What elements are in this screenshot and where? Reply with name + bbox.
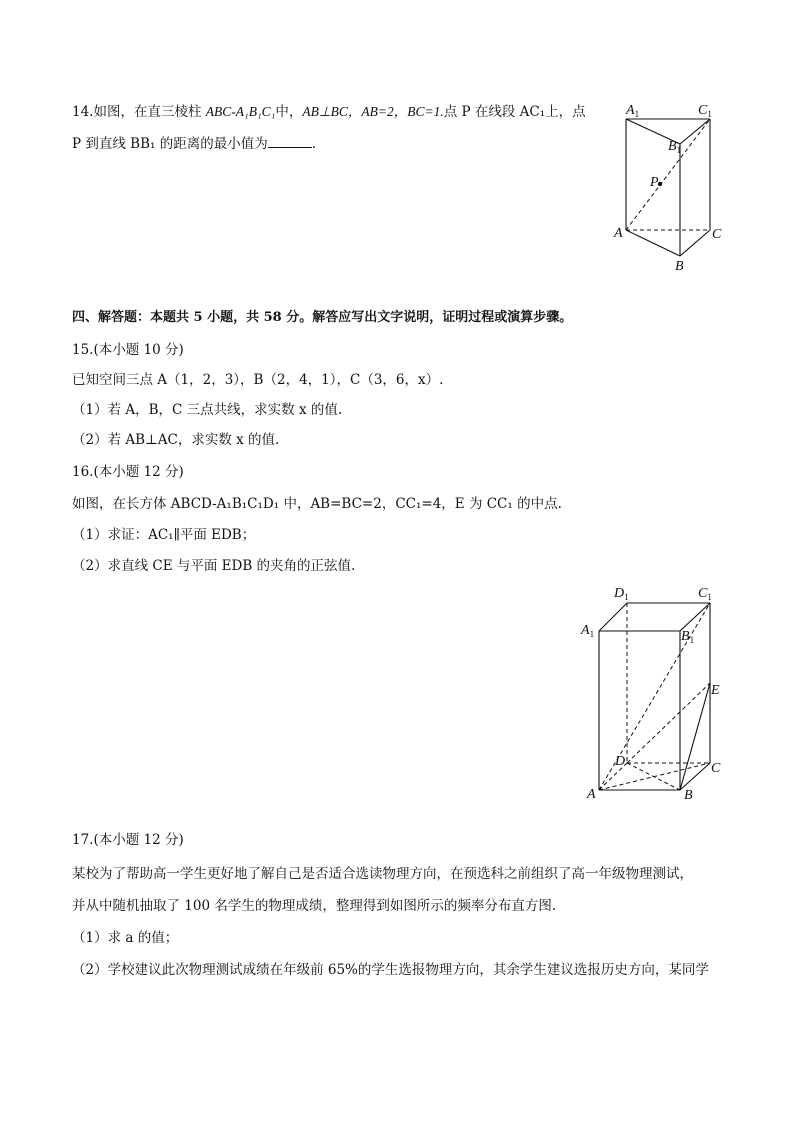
q14-line2: P 到直线 BB₁ 的距离的最小值为 . [72,136,317,152]
label-a: A [614,226,623,241]
label-e: E [711,683,720,698]
q14-line1: 14.如图，在直三棱柱 ABC-A₁B₁C₁中，AB⊥BC，AB=2，BC=1.点 P 在线段 AC₁上，点 [72,104,586,120]
label-a: A [587,787,596,802]
q15-part2: （2）若 AB⊥AC，求实数 x 的值. [72,432,280,448]
segment-be [680,683,710,790]
q17-line2: 并从中随机抽取了 100 名学生的物理成绩，整理得到如图所示的频率分布直方图. [72,898,557,914]
section-heading: 四、解答题：本题共 5 小题，共 58 分。解答应写出文字说明，证明过程或演算步骤。 [72,310,573,325]
q15-stem: 已知空间三点 A（1，2，3），B（2，4，1），C（3，6，x）. [72,372,444,388]
q15-header: 15.(本小题 10 分) [72,342,184,358]
segment-de [627,683,710,763]
label-d: D [615,754,626,769]
q14-number: 14. [72,104,94,120]
q15-part1: （1）若 A，B，C 三点共线，求实数 x 的值. [72,402,343,418]
q17-part1: （1）求 a 的值； [72,930,179,946]
label-p: P [650,175,659,190]
label-b: B [675,259,684,274]
label-c: C [711,761,721,776]
q16-part1: （1）求证：AC₁∥平面 EDB； [72,527,256,543]
label-b1: $B_1$ [668,139,682,155]
q17-line1: 某校为了帮助高一学生更好地了解自己是否适合选读物理方向，在预选科之前组织了高一年级物理测试， [72,866,693,882]
label-b1: $B_1$ [681,629,695,645]
label-c1: $C_1$ [698,103,712,119]
label-a1: $A_1$ [581,623,595,639]
q16-header: 16.(本小题 12 分) [72,464,184,480]
q17-part2: （2）学校建议此次物理测试成绩在年级前 65%的学生选报物理方向，其余学生建议选报历史方向，某同学 [72,962,709,978]
q16-part2: （2）求直线 CE 与平面 EDB 的夹角的正弦值. [72,558,356,574]
q16-stem: 如图，在长方体 ABCD-A₁B₁C₁D₁ 中，AB=BC=2，CC₁=4，E 为 CC₁ 的中点. [72,496,562,512]
edge-a1d1 [599,603,627,631]
edge-b1c1 [680,603,710,631]
label-c: C [712,227,722,242]
q17-header: 17.(本小题 12 分) [72,832,184,848]
label-c1: $C_1$ [698,586,712,602]
label-b: B [684,788,693,803]
label-a1: $A_1$ [626,103,640,119]
label-d1: $D_1$ [614,586,629,602]
